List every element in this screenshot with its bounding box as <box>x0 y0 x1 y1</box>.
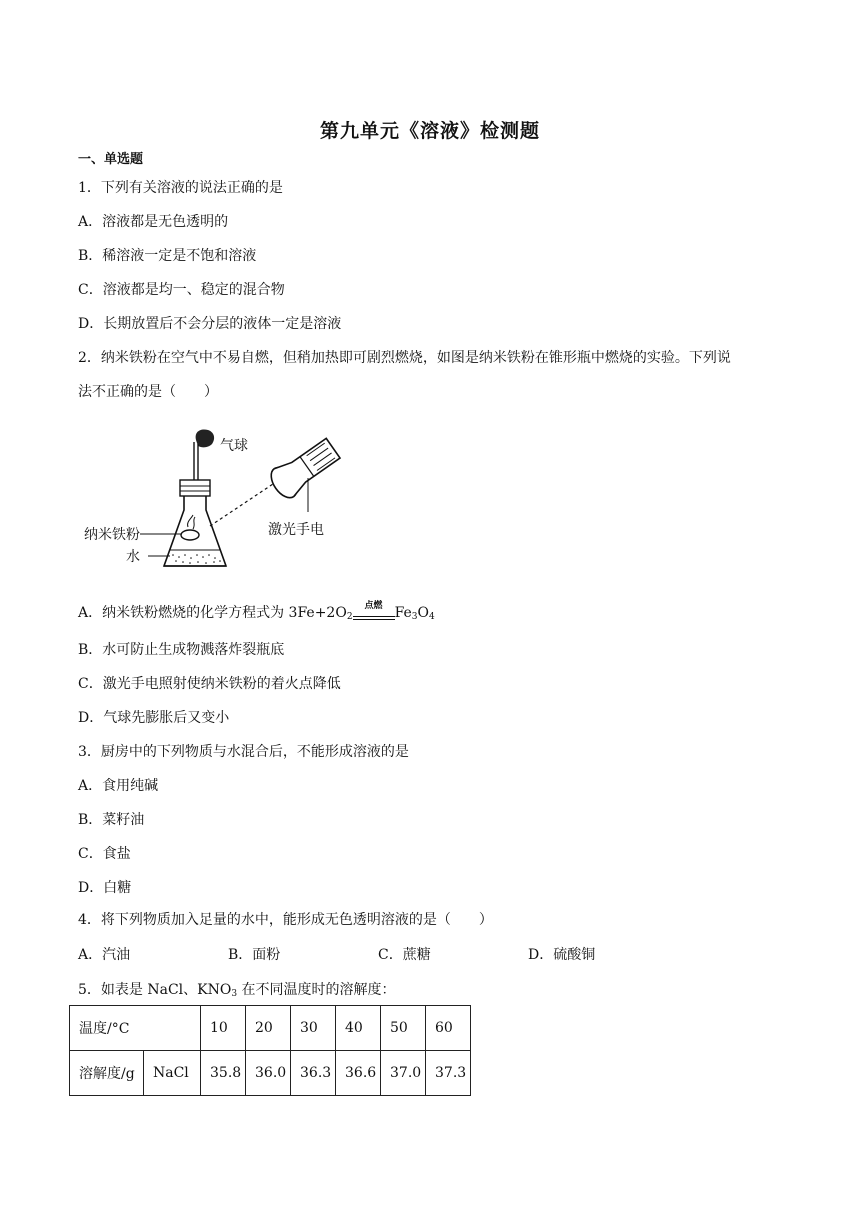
table-cell: 60 <box>426 1006 471 1051</box>
product-element: O <box>417 605 430 621</box>
subscript: 4 <box>429 612 435 622</box>
label-balloon: 气球 <box>220 438 248 454</box>
reaction-condition <box>353 603 395 623</box>
table-header-cell: 溶解度/g <box>70 1051 144 1096</box>
q2-option-d: D．气球先膨胀后又变小 <box>78 710 230 726</box>
subscript: 3 <box>411 612 418 622</box>
q3-option-d: D．白糖 <box>78 880 132 896</box>
q3-option-a: A．食用纯碱 <box>78 778 159 794</box>
table-cell: NaCl <box>144 1051 201 1096</box>
section-heading: 一、单选题 <box>78 152 144 167</box>
table-row <box>70 1006 471 1051</box>
table-cell: 36.3 <box>291 1051 336 1096</box>
label-laser-flashlight: 激光手电 <box>268 522 324 538</box>
table-cell: 20 <box>246 1006 291 1051</box>
q4-option-d: D．硫酸铜 <box>528 947 596 963</box>
reaction-condition-text: 点燃 <box>364 601 383 611</box>
laser-flashlight-icon <box>266 434 343 502</box>
laser-beam <box>210 478 282 526</box>
q2-option-c: C．激光手电照射使纳米铁粉的着火点降低 <box>78 676 341 692</box>
page-title: 第九单元《溶液》检测题 <box>319 120 540 142</box>
q5-stem <box>78 980 396 1004</box>
q1-stem: 1．下列有关溶液的说法正确的是 <box>78 180 283 196</box>
stopper <box>180 480 210 496</box>
q3-option-b: B．菜籽油 <box>78 812 145 828</box>
water-dots <box>172 554 221 564</box>
q4-option-c: C．蔗糖 <box>378 947 431 963</box>
table-cell: 35.8 <box>201 1051 246 1096</box>
q3-stem: 3．厨房中的下列物质与水混合后，不能形成溶液的是 <box>78 744 409 760</box>
table-cell: 50 <box>381 1006 426 1051</box>
table-cell: 37.3 <box>426 1051 471 1096</box>
table-row <box>70 1051 471 1096</box>
table-cell: 40 <box>336 1006 381 1051</box>
q1-option-d: D．长期放置后不会分层的液体一定是溶液 <box>78 316 342 332</box>
table-header-cell: 温度/°C <box>70 1006 201 1051</box>
glass-tube <box>194 442 198 480</box>
experiment-figure <box>80 418 350 580</box>
q1-option-b: B．稀溶液一定是不饱和溶液 <box>78 248 257 264</box>
table-cell: 10 <box>201 1006 246 1051</box>
q4-stem: 4．将下列物质加入足量的水中，能形成无色透明溶液的是（ ） <box>78 912 493 928</box>
q2-stem-line2: 法不正确的是（ ） <box>78 384 218 400</box>
q2-option-b: B．水可防止生成物溅落炸裂瓶底 <box>78 642 285 658</box>
solubility-table <box>69 1005 471 1096</box>
label-water: 水 <box>126 549 140 565</box>
q2-stem-line1: 2．纳米铁粉在空气中不易自燃，但稍加热即可剧烈燃烧，如图是纳米铁粉在锥形瓶中燃烧的实验。下列说 <box>78 350 731 366</box>
table-cell: 36.6 <box>336 1051 381 1096</box>
subscript: 2 <box>346 612 353 622</box>
label-iron-powder: 纳米铁粉 <box>84 527 140 543</box>
iron-powder-dish <box>181 530 199 540</box>
table-cell: 36.0 <box>246 1051 291 1096</box>
q4-option-a: A．汽油 <box>78 947 131 963</box>
q2-option-a-text: A．纳米铁粉燃烧的化学方程式为 3Fe+2O <box>78 605 347 621</box>
subscript: 3 <box>231 989 238 999</box>
q5-stem-text: 在不同温度时的溶解度： <box>237 982 396 998</box>
q1-option-c: C．溶液都是均一、稳定的混合物 <box>78 282 285 298</box>
q4-option-b: B．面粉 <box>228 947 281 963</box>
table-cell: 30 <box>291 1006 336 1051</box>
q5-stem-text: 5．如表是 NaCl、KNO <box>78 982 232 998</box>
q1-option-a: A．溶液都是无色透明的 <box>78 214 229 230</box>
product-element: Fe <box>394 605 412 621</box>
q3-option-c: C．食盐 <box>78 846 131 862</box>
table-cell: 37.0 <box>381 1051 426 1096</box>
q2-option-a <box>78 603 435 627</box>
